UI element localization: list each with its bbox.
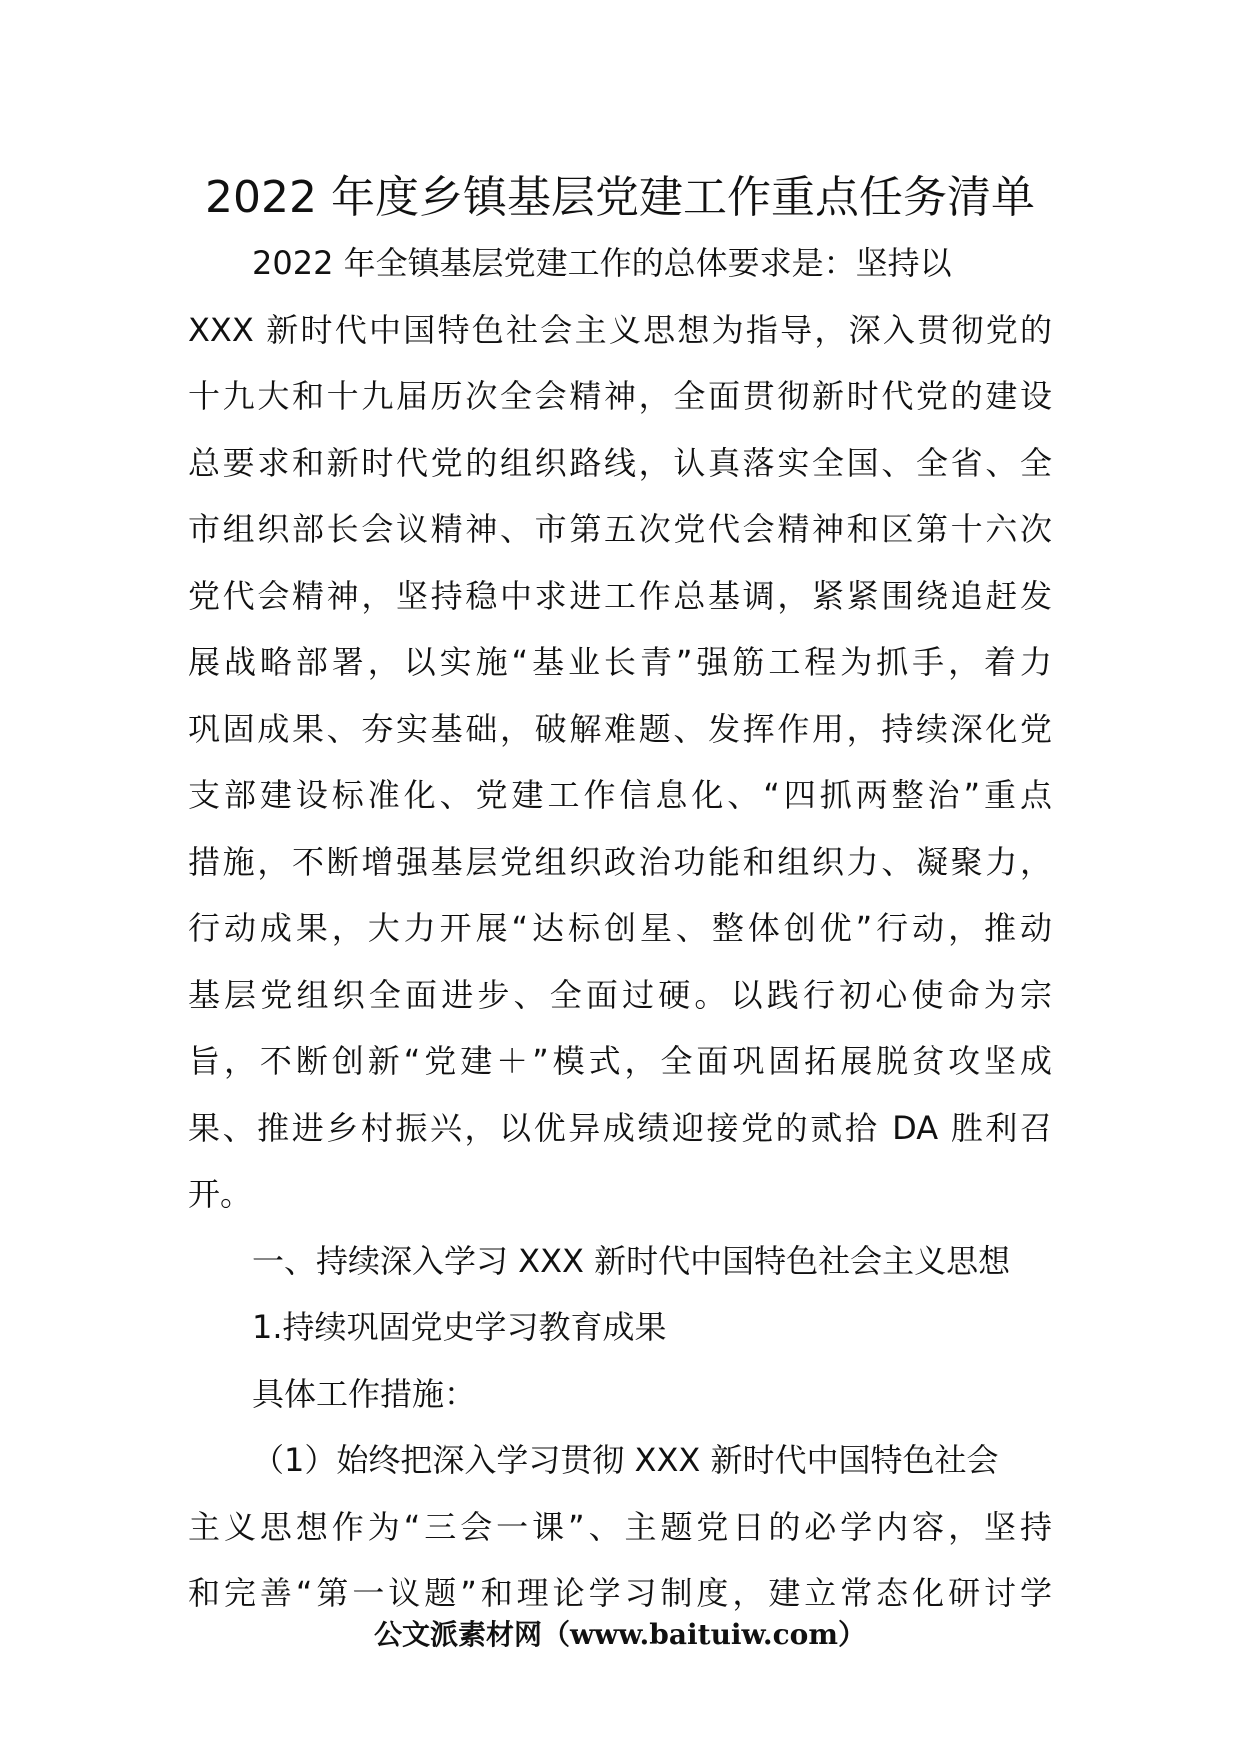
paragraph-line: 行动成果，大力开展“达标创星、整体创优”行动，推动: [188, 909, 1052, 947]
section-heading: 一、持续深入学习 XXX 新时代中国特色社会主义思想: [252, 1241, 1011, 1280]
paragraph-line: 2022 年全镇基层党建工作的总体要求是：坚持以: [252, 244, 952, 282]
paragraph-line: XXX 新时代中国特色社会主义思想为指导，深入贯彻党的: [188, 310, 1052, 349]
document-body: [188, 230, 1052, 1627]
paragraph-line: 旨，不断创新“党建＋”模式，全面巩固拓展脱贫攻坚成: [188, 1042, 1052, 1080]
measures-label: 具体工作措施：: [252, 1374, 477, 1413]
paragraph-line: 总要求和新时代党的组织路线，认真落实全国、全省、全: [188, 443, 1052, 482]
watermark-footer: 公文派素材网（www.baituiw.com）: [374, 1618, 866, 1651]
subsection-heading: 1.持续巩固党史学习教育成果: [252, 1308, 667, 1346]
paragraph-line: 党代会精神，坚持稳中求进工作总基调，紧紧围绕追赶发: [188, 576, 1052, 615]
paragraph-line: 支部建设标准化、党建工作信息化、“四抓两整治”重点: [188, 776, 1052, 814]
paragraph-line: 措施，不断增强基层党组织政治功能和组织力、凝聚力，: [188, 842, 1052, 881]
paragraph-line: 开。: [188, 1175, 253, 1213]
document-title: 2022 年度乡镇基层党建工作重点任务清单: [205, 172, 1035, 223]
paragraph-line: 展战略部署，以实施“基业长青”强筋工程为抓手，着力: [188, 643, 1052, 681]
paragraph-line: 巩固成果、夯实基础，破解难题、发挥作用，持续深化党: [188, 709, 1052, 748]
paragraph-line: 十九大和十九届历次全会精神，全面贯彻新时代党的建设: [188, 377, 1052, 415]
paragraph-line: 和完善“第一议题”和理论学习制度，建立常态化研讨学: [188, 1574, 1052, 1612]
paragraph-line: （1）始终把深入学习贯彻 XXX 新时代中国特色社会: [252, 1441, 999, 1479]
paragraph-line: 果、推进乡村振兴，以优异成绩迎接党的贰拾 DA 胜利召: [188, 1108, 1052, 1147]
paragraph-line: 市组织部长会议精神、市第五次党代会精神和区第十六次: [188, 510, 1052, 548]
paragraph-line: 主义思想作为“三会一课”、主题党日的必学内容，坚持: [188, 1507, 1052, 1546]
paragraph-line: 基层党组织全面进步、全面过硬。以践行初心使命为宗: [188, 975, 1052, 1014]
